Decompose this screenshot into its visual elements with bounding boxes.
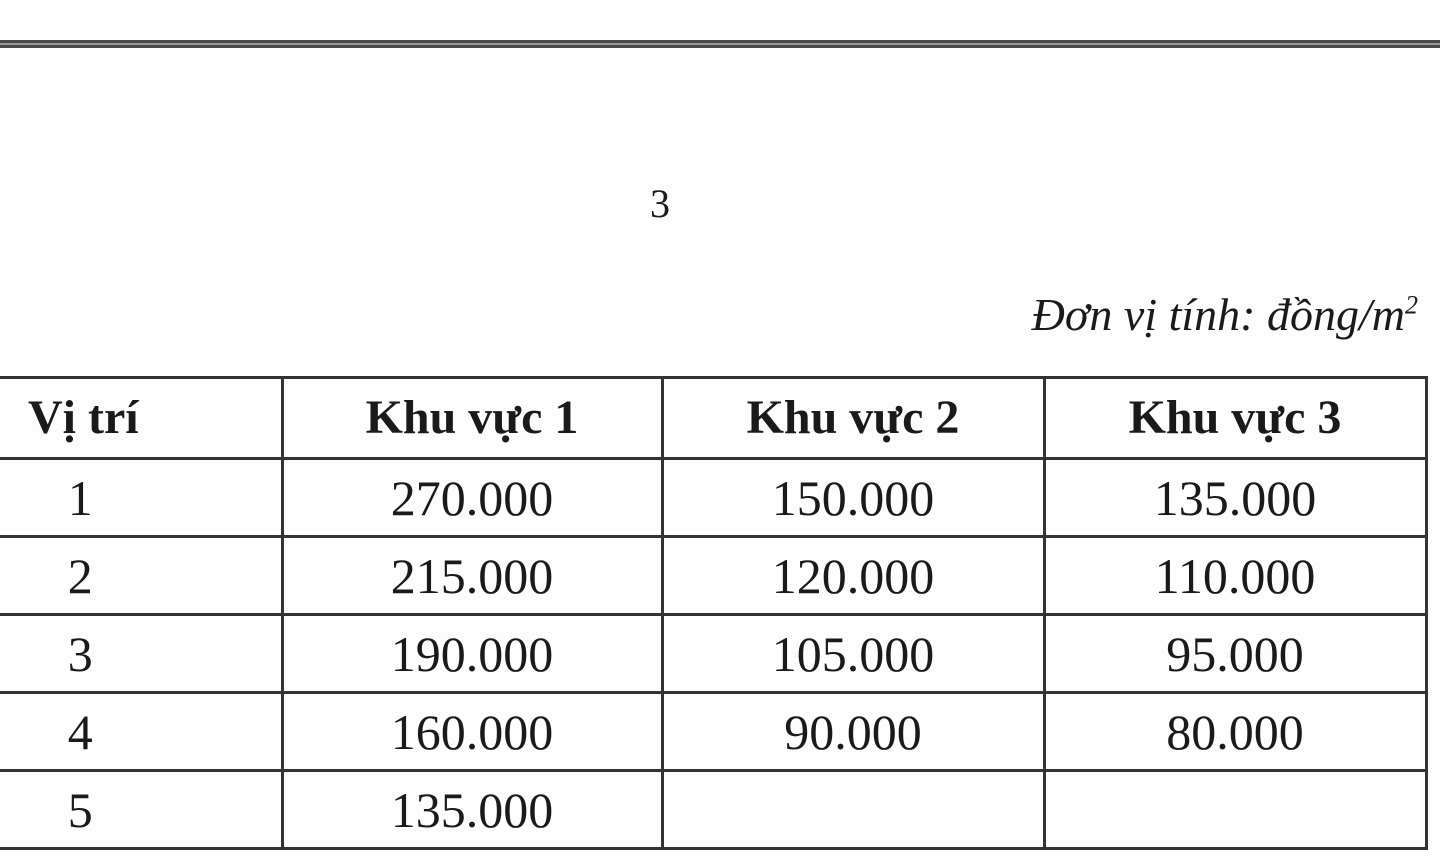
- cell-position: 4: [0, 693, 282, 771]
- table-row: [0, 693, 1426, 771]
- cell-area-2: [662, 771, 1044, 849]
- header-area-2: Khu vực 2: [662, 378, 1044, 459]
- header-area-3: Khu vực 3: [1044, 378, 1426, 459]
- table-header-row: [0, 378, 1426, 459]
- cell-area-3: 135.000: [1044, 459, 1426, 537]
- table-row: [0, 615, 1426, 693]
- cell-area-3: [1044, 771, 1426, 849]
- cell-area-1: 190.000: [282, 615, 662, 693]
- cell-position: 2: [0, 537, 282, 615]
- cell-area-3: 110.000: [1044, 537, 1426, 615]
- table-row: [0, 537, 1426, 615]
- cell-area-1: 135.000: [282, 771, 662, 849]
- unit-note-text: Đơn vị tính: đồng/m: [1031, 289, 1405, 340]
- header-position: Vị trí: [0, 378, 282, 459]
- page-number: 3: [650, 181, 670, 226]
- cell-area-2: 90.000: [662, 693, 1044, 771]
- table-row: [0, 771, 1426, 849]
- cell-position: 3: [0, 615, 282, 693]
- table-row: [0, 459, 1426, 537]
- cell-area-1: 160.000: [282, 693, 662, 771]
- unit-note: [1032, 288, 1418, 341]
- cell-area-2: 120.000: [662, 537, 1044, 615]
- land-price-table: [0, 376, 1428, 850]
- cell-position: 1: [0, 459, 282, 537]
- top-divider: [0, 40, 1440, 48]
- header-area-1: Khu vực 1: [282, 378, 662, 459]
- unit-note-superscript: 2: [1405, 290, 1418, 320]
- cell-area-3: 80.000: [1044, 693, 1426, 771]
- cell-area-2: 150.000: [662, 459, 1044, 537]
- cell-area-3: 95.000: [1044, 615, 1426, 693]
- cell-area-1: 270.000: [282, 459, 662, 537]
- cell-area-2: 105.000: [662, 615, 1044, 693]
- cell-area-1: 215.000: [282, 537, 662, 615]
- cell-position: 5: [0, 771, 282, 849]
